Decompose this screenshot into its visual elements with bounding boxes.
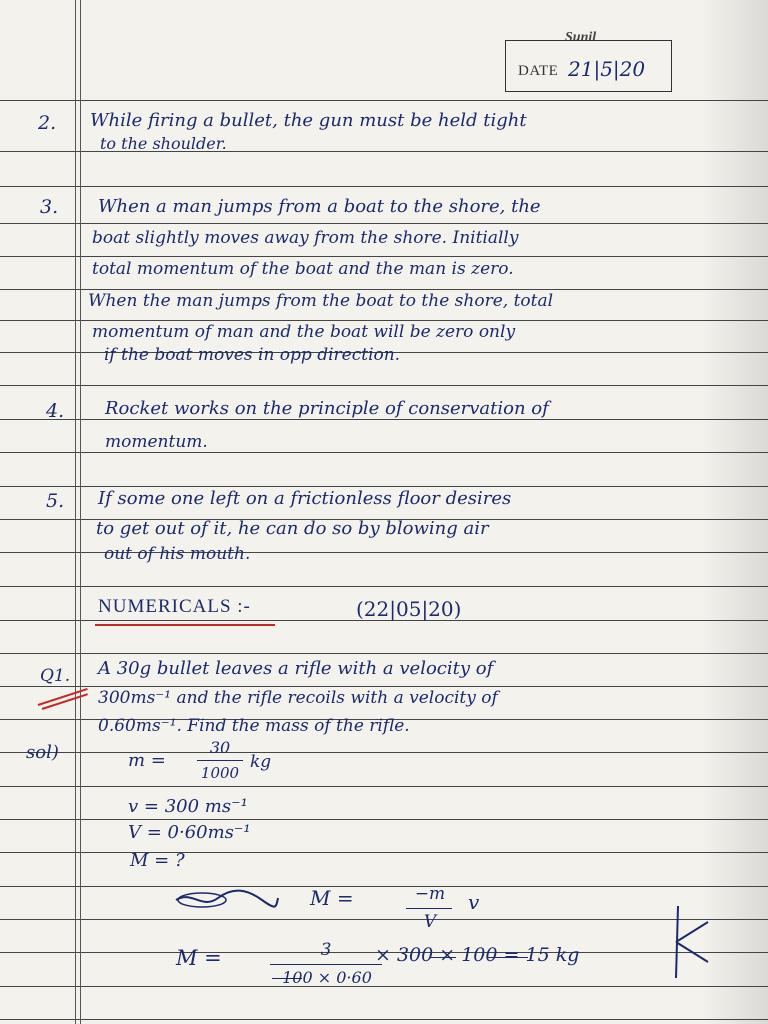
formula-denominator: V <box>423 912 437 932</box>
point-line: momentum. <box>105 432 208 452</box>
pen-mark <box>668 902 718 982</box>
ruled-line <box>0 256 768 257</box>
point-number: 3. <box>40 196 59 218</box>
ruled-line <box>0 486 768 487</box>
ruled-line <box>0 686 768 687</box>
ruled-line <box>0 852 768 853</box>
given-bullet-velocity: v = 300 ms⁻¹ <box>128 796 248 817</box>
question-label: Q1. <box>40 666 71 686</box>
calculation-lhs: M = <box>176 946 222 970</box>
given-mass-lhs: m = <box>128 750 166 771</box>
given-mass-unit: kg <box>250 752 272 772</box>
ruled-line <box>0 186 768 187</box>
formula-lhs: M = <box>310 886 354 910</box>
ruled-line <box>0 320 768 321</box>
point-line: to the shoulder. <box>100 134 227 153</box>
question-line: 300ms⁻¹ and the rifle recoils with a velocity of <box>98 688 498 708</box>
solution-label: sol) <box>26 742 59 763</box>
date-box <box>505 40 672 92</box>
margin-line <box>80 0 81 1024</box>
point-line: When the man jumps from the boat to the shore, total <box>88 291 554 311</box>
cancel-strike <box>272 978 302 979</box>
date-value: 21|5|20 <box>568 57 646 81</box>
point-line: out of his mouth. <box>104 544 251 564</box>
point-line: to get out of it, he can do so by blowing air <box>96 518 489 539</box>
point-line: if the boat moves in opp direction. <box>104 345 401 365</box>
point-line: When a man jumps from a boat to the shore, the <box>98 196 541 217</box>
point-number: 4. <box>46 400 65 422</box>
given-rifle-velocity: V = 0·60ms⁻¹ <box>128 822 251 843</box>
point-number: 5. <box>46 490 65 512</box>
formula-numerator: −m <box>414 884 446 904</box>
ruled-line <box>0 1019 768 1020</box>
calculation-denominator: 100 × 0·60 <box>282 968 372 987</box>
ruled-line <box>0 289 768 290</box>
cancel-strike <box>430 957 456 958</box>
calculation-result: × 300 × 100 = 15 kg <box>375 944 580 966</box>
ruled-line <box>0 886 768 887</box>
ruled-line <box>0 385 768 386</box>
ruled-line <box>0 819 768 820</box>
ruled-line <box>0 786 768 787</box>
fraction-bar <box>197 760 243 761</box>
page-shadow <box>700 0 768 1024</box>
given-mass-numerator: 30 <box>209 738 231 757</box>
ruled-line <box>0 223 768 224</box>
point-line: boat slightly moves away from the shore. Initially <box>92 228 519 248</box>
ruled-line <box>0 419 768 420</box>
cancel-strike <box>488 957 528 958</box>
numericals-heading: NUMERICALS :- <box>98 596 251 617</box>
margin-line <box>75 0 76 1024</box>
date-label: DATE <box>518 63 559 79</box>
ruled-line <box>0 452 768 453</box>
question-line: 0.60ms⁻¹. Find the mass of the rifle. <box>98 716 410 736</box>
point-line: total momentum of the boat and the man is zero. <box>92 259 514 279</box>
calculation-numerator: 3 <box>320 940 332 960</box>
fraction-bar <box>270 964 382 965</box>
unknown-rifle-mass: M = ? <box>130 850 185 871</box>
heading-underline <box>95 624 275 626</box>
fraction-bar <box>406 908 452 909</box>
given-mass-denominator: 1000 <box>200 764 240 782</box>
ruled-line <box>0 919 768 920</box>
numericals-date: (22|05|20) <box>356 597 462 621</box>
formula-bullet-velocity: v <box>468 890 480 914</box>
notebook-brand: Sunil <box>565 30 597 45</box>
point-number: 2. <box>38 112 57 134</box>
ruled-line <box>0 653 768 654</box>
point-line: momentum of man and the boat will be zero only <box>92 322 516 342</box>
ruled-line <box>0 586 768 587</box>
point-line: Rocket works on the principle of conservation of <box>105 398 549 419</box>
point-line: While firing a bullet, the gun must be held tight <box>90 110 527 131</box>
point-line: If some one left on a frictionless floor desires <box>98 488 512 509</box>
question-line: A 30g bullet leaves a rifle with a velocity of <box>98 658 494 679</box>
ruled-line <box>0 752 768 753</box>
scribble-mark <box>172 888 282 912</box>
ruled-line <box>0 100 768 101</box>
